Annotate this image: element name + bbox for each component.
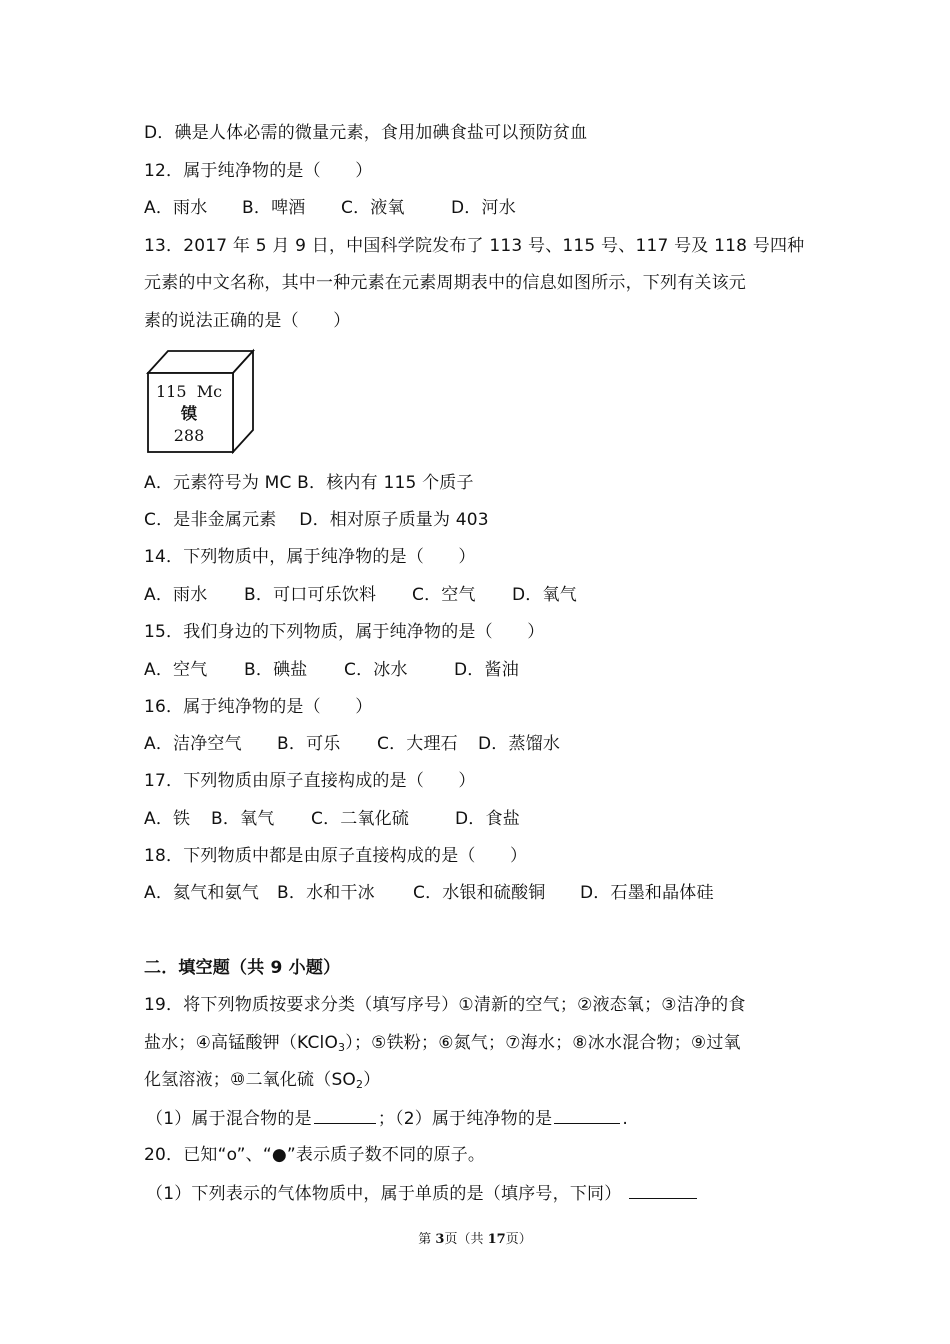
q16-stem: 16．属于纯净物的是（ ）: [144, 697, 373, 717]
q12-option-c: C．液氧: [341, 198, 405, 218]
q15-option-c: C．冰水: [344, 660, 408, 680]
q14-option-c: C．空气: [412, 585, 476, 605]
q14-options: [144, 583, 577, 607]
q12-options: [144, 196, 516, 220]
q15-options: [144, 658, 519, 682]
q18-option-b: B．水和干冰: [277, 883, 375, 903]
q19-period: .: [622, 1109, 628, 1129]
element-name: 镆: [180, 404, 197, 423]
q19-answer-blank-2[interactable]: [554, 1105, 620, 1124]
q15-option-a: A．空气: [144, 660, 208, 680]
q13-stem-line-2: 元素的中文名称，其中一种元素在元素周期表中的信息如图所示，下列有关该元: [144, 273, 746, 293]
q17-stem: 17．下列物质由原子直接构成的是（ ）: [144, 771, 476, 791]
q20-sub-1: [146, 1180, 699, 1204]
q12-option-b: B．啤酒: [242, 198, 306, 218]
q16-option-c: C．大理石: [377, 734, 458, 754]
element-card-top-row: [150, 382, 228, 402]
q18-stem: 18．下列物质中都是由原子直接构成的是（ ）: [144, 846, 528, 866]
q19-subscript-2: 2: [356, 1078, 364, 1091]
footer-middle: 页（共: [444, 1232, 488, 1247]
section-heading: 二．填空题（共 9 小题）: [144, 958, 341, 978]
q16-option-a: A．洁净空气: [144, 734, 242, 754]
q19-line-2-end: ）；⑤铁粉；⑥氮气；⑦海水；⑧冰水混合物；⑨过氧: [345, 1033, 741, 1053]
q12-stem: 12．属于纯净物的是（ ）: [144, 161, 373, 181]
q14-option-d: D．氧气: [512, 585, 577, 605]
footer-total-pages: 17: [487, 1232, 506, 1247]
q11-option-d: D．碘是人体必需的微量元素，食用加碘食盐可以预防贫血: [144, 123, 588, 143]
q19-stem-line-3: [144, 1068, 380, 1092]
q19-line-2-start: 盐水；④高锰酸钾（KClO: [144, 1033, 339, 1053]
page-footer: [0, 1228, 950, 1247]
q15-option-d: D．酱油: [454, 660, 519, 680]
q17-option-b: B．氧气: [211, 809, 275, 829]
q19-sub-2-label: ；（2）属于纯净物的是: [377, 1109, 553, 1129]
q17-option-d: D．食盐: [455, 809, 520, 829]
q13-stem-line-1: 13．2017 年 5 月 9 日，中国科学院发布了 113 号、115 号、117 号及 118 号四种: [144, 236, 805, 256]
q17-option-a: A．铁: [144, 809, 191, 829]
footer-page-number: 3: [435, 1232, 445, 1247]
q19-sub-1-label: （1）属于混合物的是: [146, 1109, 312, 1129]
q18-option-c: C．水银和硫酸铜: [413, 883, 546, 903]
footer-prefix: 第: [418, 1232, 436, 1247]
q17-option-c: C．二氧化硫: [311, 809, 410, 829]
q15-stem: 15．我们身边的下列物质，属于纯净物的是（ ）: [144, 622, 545, 642]
q12-option-a: A．雨水: [144, 198, 208, 218]
element-symbol: Mc: [196, 382, 223, 401]
q18-option-a: A．氦气和氨气: [144, 883, 260, 903]
q20-sub-1-label: （1）下列表示的气体物质中，属于单质的是（填序号，下同）: [146, 1184, 622, 1204]
element-atomic-mass: 288: [173, 426, 205, 445]
q13-options-ab: A．元素符号为 MC B．核内有 115 个质子: [144, 473, 474, 493]
q19-subquestions: [146, 1105, 628, 1129]
q20-answer-blank-1[interactable]: [629, 1180, 697, 1199]
q20-stem: 20．已知“o”、“●”表示质子数不同的原子。: [144, 1145, 486, 1165]
q19-stem-line-2: [144, 1031, 741, 1055]
q16-option-b: B．可乐: [277, 734, 341, 754]
q19-subscript-3: 3: [338, 1041, 346, 1054]
q19-line-3-end: ）: [363, 1070, 381, 1090]
element-atomic-number: 115: [155, 382, 187, 401]
q13-stem-line-3: 素的说法正确的是（ ）: [144, 311, 351, 331]
q12-option-d: D．河水: [451, 198, 516, 218]
q18-option-d: D．石墨和晶体硅: [580, 883, 714, 903]
q17-options: [144, 807, 520, 831]
q19-line-3-start: 化氢溶液；⑩二氧化硫（SO: [144, 1070, 357, 1090]
footer-suffix: 页）: [505, 1232, 532, 1247]
q19-answer-blank-1[interactable]: [314, 1105, 376, 1124]
q13-options-cd: C．是非金属元素 D．相对原子质量为 403: [144, 510, 489, 530]
q14-option-b: B．可口可乐饮料: [244, 585, 377, 605]
q14-stem: 14．下列物质中，属于纯净物的是（ ）: [144, 547, 476, 567]
q14-option-a: A．雨水: [144, 585, 208, 605]
q16-options: [144, 732, 560, 756]
q16-option-d: D．蒸馏水: [478, 734, 561, 754]
q19-stem-line-1: 19．将下列物质按要求分类（填写序号）①清新的空气；②液态氧；③洁净的食: [144, 995, 746, 1015]
q18-options: [144, 881, 714, 905]
q15-option-b: B．碘盐: [244, 660, 308, 680]
